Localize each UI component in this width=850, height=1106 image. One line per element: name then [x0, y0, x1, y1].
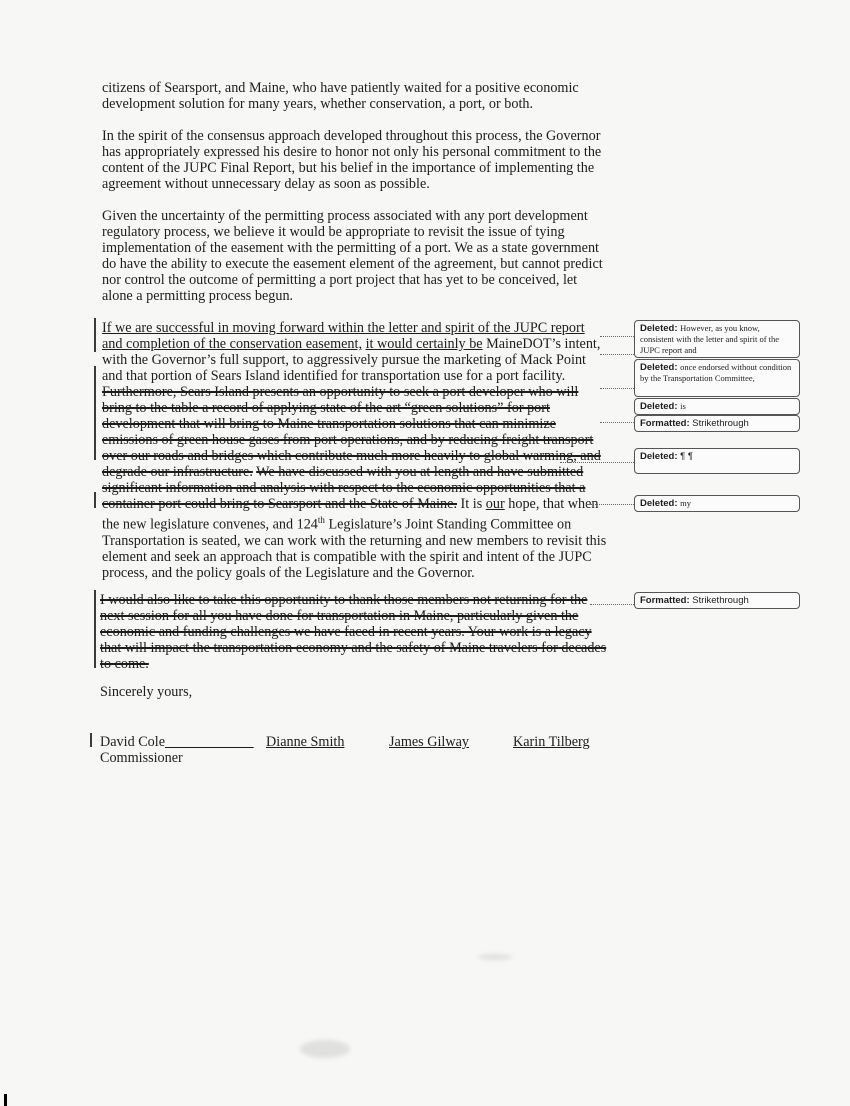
- body-text: Legislature’s Joint Standing Committee on Transportation is seated, we can work with the returning and new members to revisit this element and seek an approach that is compatible with the spirit and intent of the JUPC process, and the policy goals of the Legislature and the Governor.: [102, 516, 607, 581]
- balloon-leader: [600, 354, 634, 355]
- body-text: MaineDOT’s intent, with the Governor’s full support, to aggressively pursue the marketing of Mack Point and that portion of Sears Island identified for transportation use for a port facility.: [102, 336, 601, 384]
- scan-edge-mark: [4, 1094, 7, 1106]
- struck-text: We have discussed with you at length and have submitted significant information and analysis with respect to the economic opportunities that a container port could bring to Searsport and the State of Maine.: [102, 464, 586, 512]
- body-text: hope, that when the new legislature convenes, and 124: [102, 496, 599, 533]
- scan-smudge: [300, 1040, 350, 1058]
- comment-balloon-deleted[interactable]: Deleted: once endorsed without condition by the Transportation Committee,: [634, 359, 800, 397]
- balloon-leader: [586, 504, 634, 505]
- inserted-text: it would certainly be: [365, 336, 483, 352]
- comment-balloon-formatted[interactable]: Formatted: Strikethrough: [634, 592, 800, 609]
- comment-balloon-deleted[interactable]: Deleted: However, as you know, consistent with the letter and spirit of the JUPC report and: [634, 320, 800, 358]
- comment-balloon-deleted[interactable]: Deleted: is: [634, 398, 800, 415]
- change-bar: [90, 733, 92, 747]
- struck-text: Furthermore, Sears Island presents an opportunity to seek a port developer who will bring to the table a record of applying state of the art “green solutions” for port development that will bring to Maine transportation solutions that can minimize emissions of green house gases from port operations, and by reducing freight transport over our roads and bridges which contribute much more heavily to global warming, and degrade our infrastructure.: [102, 384, 601, 480]
- balloon-leader: [600, 388, 634, 389]
- body-text: It is: [460, 496, 483, 512]
- signature-gilway: James Gilway: [389, 734, 469, 750]
- balloon-leader: [560, 462, 634, 463]
- signature-tilberg: Karin Tilberg: [513, 734, 590, 750]
- balloon-leader: [600, 422, 634, 423]
- signature-smith: Dianne Smith: [266, 734, 345, 750]
- comment-balloon-deleted[interactable]: Deleted: ¶ ¶: [634, 448, 800, 474]
- signature-cole: David Cole: [100, 734, 166, 750]
- balloon-leader: [590, 604, 634, 605]
- change-bar: [94, 492, 96, 508]
- comment-balloon-deleted[interactable]: Deleted: my: [634, 495, 800, 512]
- change-bar: [94, 590, 96, 668]
- paragraph-marketing: [102, 320, 608, 581]
- superscript: th: [317, 515, 325, 525]
- balloon-leader: [600, 336, 634, 337]
- paragraph-thanks-struck: I would also like to take this opportunity to thank those members not returning for the next session for all you have done for transportation in Maine, particularly given the economic and funding challenges we have faced in recent years. Your work is a legacy that will impact the transportation economy and the safety of Maine travelers for decades to come.: [100, 592, 607, 672]
- change-bar: [94, 366, 96, 460]
- paragraph-citizens: citizens of Searsport, and Maine, who have patiently waited for a positive economic development solution for many years, whether conservation, a port, or both.: [102, 80, 579, 112]
- comment-balloon-formatted[interactable]: Formatted: Strikethrough: [634, 415, 800, 432]
- signature-title: Commissioner: [100, 750, 183, 766]
- inserted-text: If we are successful in moving forward within the letter and spirit of the JUPC report and completion of the conservation easement,: [102, 320, 585, 352]
- change-bar: [94, 318, 96, 352]
- paragraph-permitting: Given the uncertainty of the permitting process associated with any port development regulatory process, we believe it would be appropriate to revisit the issue of tying implementation of the easement with the permitting of a port. We as a state government do have the ability to execute the easement element of the agreement, but cannot predict nor control the outcome of permitting a port project that has yet to be conceived, let alone a permitting process begun.: [102, 208, 603, 304]
- inserted-text: our: [485, 496, 505, 512]
- scan-smudge: [478, 954, 512, 960]
- paragraph-consensus: In the spirit of the consensus approach developed throughout this process, the Governor has appropriately expressed his desire to honor not only his personal commitment to the content of the JUPC Final Report, but his belief in the importance of implementing the agreement without unnecessary delay as soon as possible.: [102, 128, 602, 192]
- closing: Sincerely yours,: [100, 684, 193, 700]
